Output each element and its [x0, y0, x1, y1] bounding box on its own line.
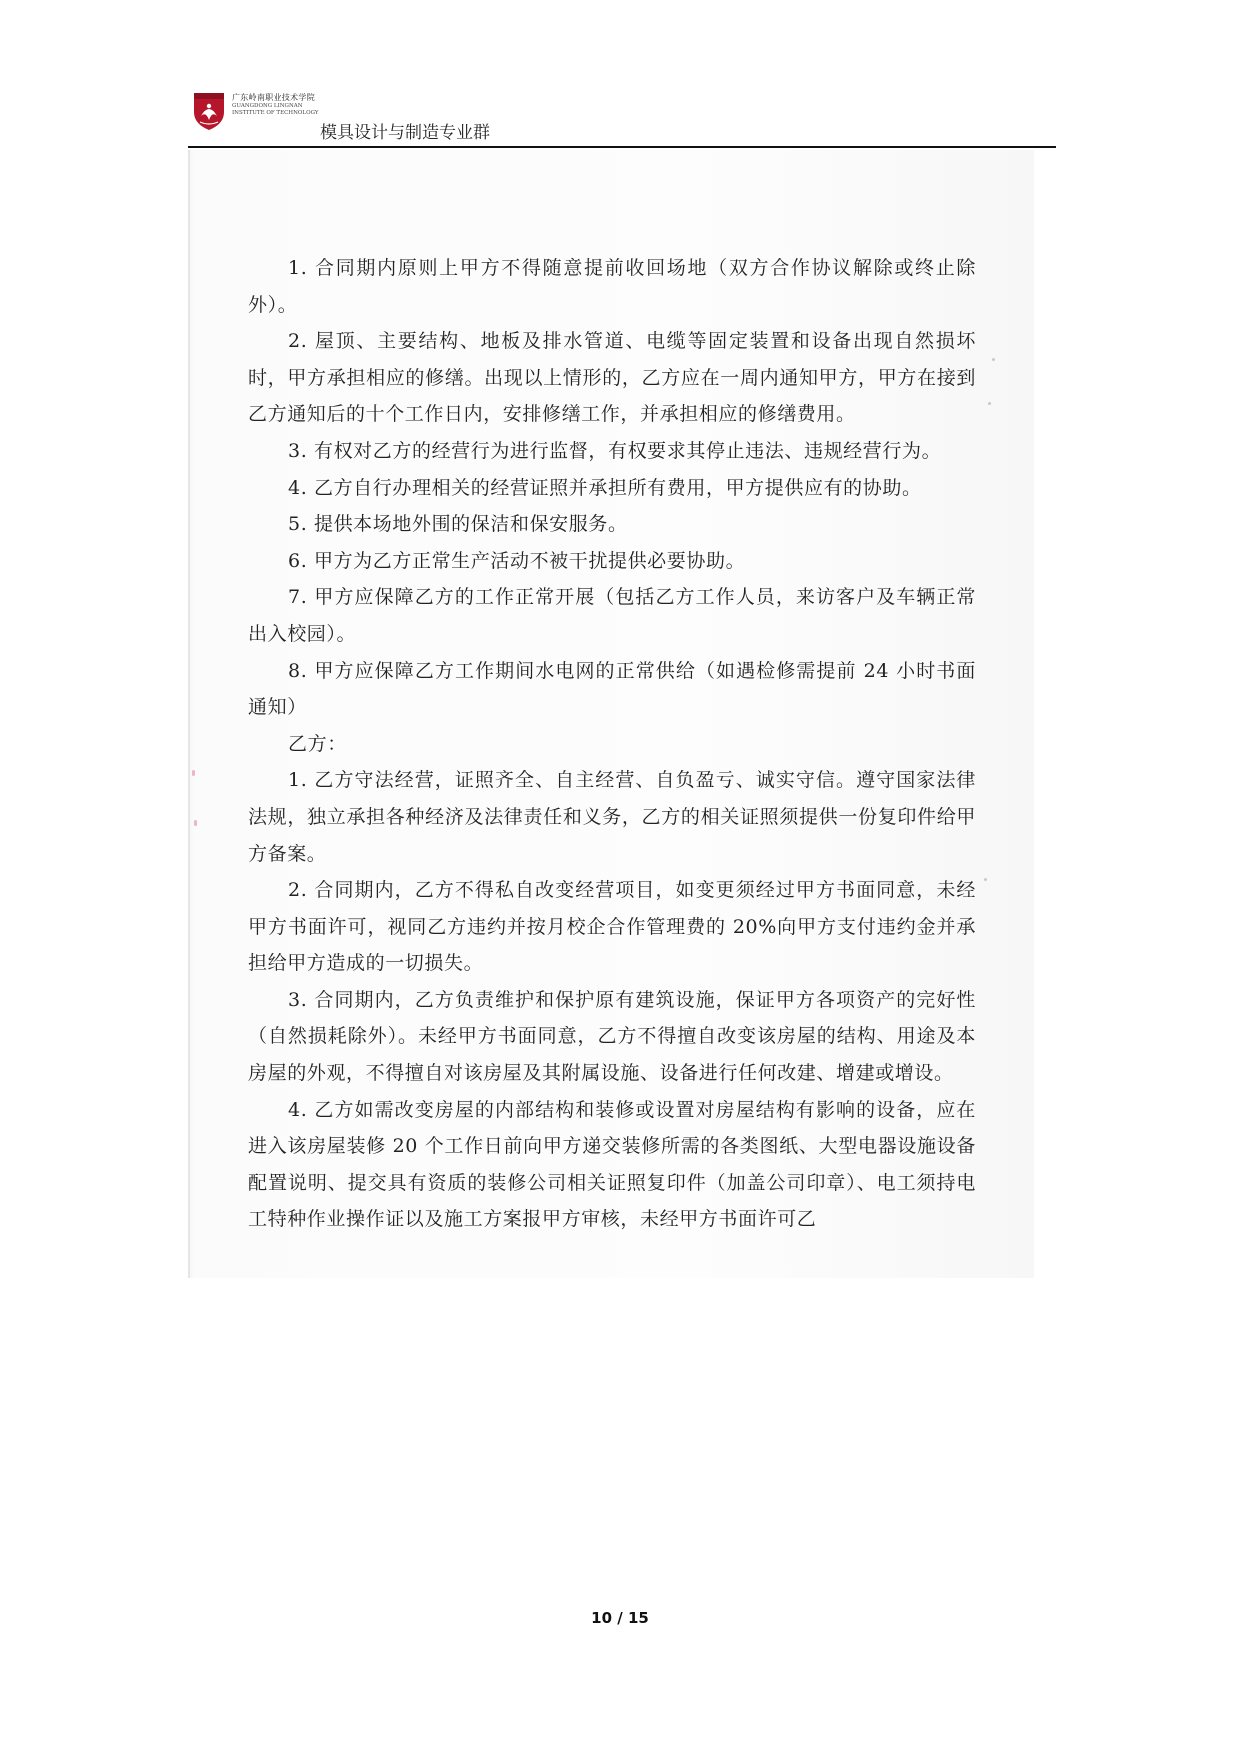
paragraph: 3. 有权对乙方的经营行为进行监督，有权要求其停止违法、违规经营行为。 [288, 439, 942, 462]
paragraph: 2. 合同期内，乙方不得私自改变经营项目，如变更须经过甲方书面同意，未经甲方书面许可，视同乙方违约并按月校企合作管理费的 20%向甲方支付违约金并承担给甲方造成的一切损失。 [248, 879, 976, 975]
header-title: 模具设计与制造专业群 [320, 123, 490, 143]
section-heading-party-b: 乙方： [288, 732, 347, 755]
document-body [248, 250, 976, 1238]
scan-speck [984, 878, 987, 881]
paragraph: 4. 乙方如需改变房屋的内部结构和装修或设置对房屋结构有影响的设备，应在进入该房屋装修 20 个工作日前向甲方递交装修所需的各类图纸、大型电器设施设备配置说明、提交具有资质的装修公司相关证照复印件（加盖公司印章）、电工须持电工特种作业操作证以及施工方案报甲方审核，未经甲方书面许可乙 [248, 1098, 976, 1231]
paragraph: 2. 屋顶、主要结构、地板及排水管道、电缆等固定装置和设备出现自然损坏时，甲方承担相应的修缮。出现以上情形的，乙方应在一周内通知甲方，甲方在接到乙方通知后的十个工作日内，安排修缮工作，并承担相应的修缮费用。 [248, 330, 976, 426]
school-name: 广东岭南职业技术学院 [232, 93, 315, 102]
scan-speck [988, 402, 991, 405]
scan-speck [992, 358, 995, 361]
paragraph: 6. 甲方为乙方正常生产活动不被干扰提供必要协助。 [288, 549, 746, 572]
paragraph: 1. 乙方守法经营，证照齐全、自主经营、自负盈亏、诚实守信。遵守国家法律法规，独立承担各种经济及法律责任和义务，乙方的相关证照须提供一份复印件给甲方备案。 [248, 769, 976, 865]
paragraph: 3. 合同期内，乙方负责维护和保护原有建筑设施，保证甲方各项资产的完好性（自然损耗除外）。未经甲方书面同意，乙方不得擅自改变该房屋的结构、用途及本房屋的外观，不得擅自对该房屋及其附属设施、设备进行任何改建、增建或增设。 [248, 988, 976, 1085]
school-logo-icon [192, 90, 226, 132]
scan-edge [188, 150, 190, 1278]
paragraph: 4. 乙方自行办理相关的经营证照并承担所有费用，甲方提供应有的协助。 [288, 476, 922, 499]
scan-speck [192, 770, 195, 776]
scanned-page [188, 150, 1034, 1278]
page-header [188, 86, 1056, 148]
page-number: 10 / 15 [591, 1609, 649, 1627]
paragraph: 8. 甲方应保障乙方工作期间水电网的正常供给（如遇检修需提前 24 小时书面通知） [248, 659, 976, 719]
paragraph: 1. 合同期内原则上甲方不得随意提前收回场地（双方合作协议解除或终止除外）。 [248, 257, 976, 316]
scan-speck [194, 820, 197, 826]
paragraph: 7. 甲方应保障乙方的工作正常开展（包括乙方工作人员，来访客户及车辆正常出入校园）。 [248, 586, 976, 645]
paragraph: 5. 提供本场地外围的保洁和保安服务。 [288, 513, 628, 536]
school-name-english: GUANGDONG LINGNAN INSTITUTE OF TECHNOLOGY [232, 103, 319, 116]
